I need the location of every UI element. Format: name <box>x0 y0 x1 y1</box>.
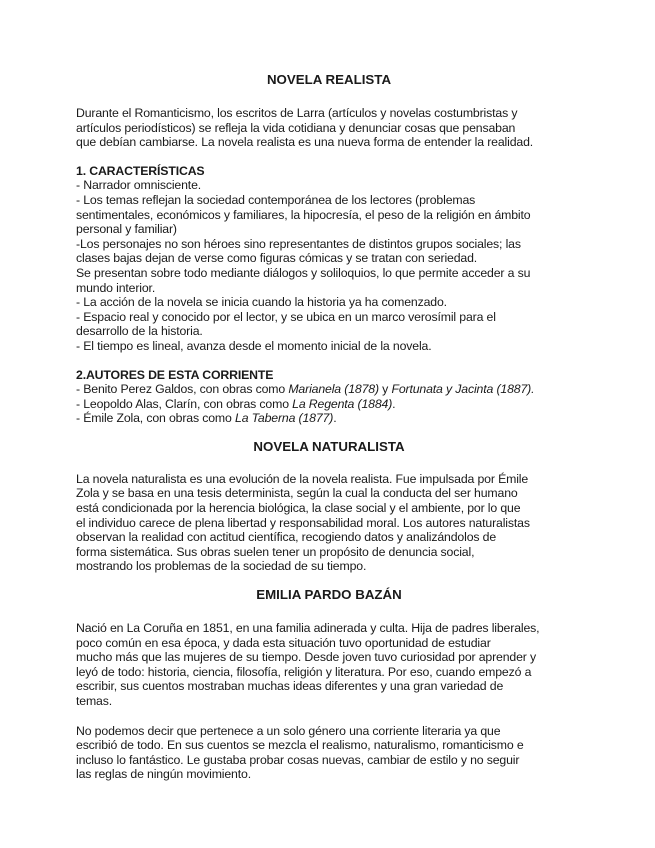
text-line: las reglas de ningún movimiento. <box>76 767 251 782</box>
work-title: Fortunata y Jacinta (1887). <box>391 382 535 397</box>
document-page <box>76 72 582 782</box>
list-item: - Narrador omnisciente. <box>76 178 202 193</box>
text-line: poco común en esa época, y dada esta situación tuvo oportunidad de estudiar <box>76 635 491 650</box>
text-line: personal y familiar) <box>76 222 177 237</box>
section-title-emilia-pardo-bazan: EMILIA PARDO BAZÁN <box>256 587 402 603</box>
text-line: escribir, sus cuentos mostraban muchas ideas diferentes y una gran variedad de <box>76 679 504 694</box>
bazan-paragraph-1 <box>76 621 582 709</box>
text-line: La novela naturalista es una evolución de la novela realista. Fue impulsada por Émile <box>76 471 529 486</box>
text-line: desarrollo de la historia. <box>76 324 203 339</box>
text-line: observan la realidad con actitud científica, recogiendo datos y analizándolos de <box>76 530 497 545</box>
characteristics-heading: 1. CARACTERÍSTICAS <box>76 163 205 178</box>
author-text: - Benito Perez Galdos, con obras como <box>76 382 289 397</box>
author-text: - Émile Zola, con obras como <box>76 411 235 426</box>
work-title: Marianela (1878) <box>288 382 379 397</box>
text-line: incluso lo fantástico. Le gustaba probar cosas nuevas, cambiar de estilo y no seguir <box>76 752 520 767</box>
intro-paragraph <box>76 106 582 150</box>
work-title: La Taberna (1877) <box>235 411 334 426</box>
text-line: Zola y se basa en una tesis determinista, según la cual la conducta del ser humano <box>76 486 518 501</box>
list-item: - La acción de la novela se inicia cuando la historia ya ha comenzado. <box>76 295 447 310</box>
author-text: y <box>378 382 392 397</box>
author-item-clarin <box>76 397 582 412</box>
text-line: mundo interior. <box>76 280 156 295</box>
text-line: que debían cambiarse. La novela realista es una nueva forma de entender la realidad. <box>76 135 534 150</box>
text-line: escribió de todo. En sus cuentos se mezcla el realismo, naturalismo, romanticismo e <box>76 738 524 753</box>
author-item-zola <box>76 411 582 426</box>
authors-section <box>76 368 582 426</box>
text-line: sentimentales, económicos y familiares, la hipocresía, el peso de la religión en ámbito <box>76 207 531 222</box>
list-item: -Los personajes no son héroes sino representantes de distintos grupos sociales; las <box>76 236 521 251</box>
section-title-novela-realista: NOVELA REALISTA <box>266 72 392 87</box>
list-item: - El tiempo es lineal, avanza desde el momento inicial de la novela. <box>76 338 432 353</box>
list-item: - Espacio real y conocido por el lector, y se ubica en un marco verosímil para el <box>76 309 496 324</box>
text-line: clases bajas dejan de verse como figuras cómicas y se tratan con seriedad. <box>76 251 478 266</box>
section-title-novela-naturalista: NOVELA NATURALISTA <box>253 438 405 454</box>
text-line: Nació en La Coruña en 1851, en una familia adinerada y culta. Hija de padres liberales, <box>76 621 540 636</box>
text-line: está condicionada por la herencia biológica, la clase social y el ambiente, por lo que <box>76 501 521 516</box>
work-title: La Regenta (1884) <box>292 396 393 411</box>
list-item: - Los temas reflejan la sociedad contemporánea de los lectores (problemas <box>76 192 476 207</box>
author-item-galdos <box>76 382 582 397</box>
author-text: . <box>333 411 337 426</box>
naturalista-paragraph <box>76 472 582 574</box>
author-text: - Leopoldo Alas, Clarín, con obras como <box>76 396 293 411</box>
text-line: el individuo carece de plena libertad y responsabilidad moral. Los autores naturalistas <box>76 515 530 530</box>
text-line: Durante el Romanticismo, los escritos de Larra (artículos y novelas costumbristas y <box>76 106 518 120</box>
text-line: forma sistemática. Sus obras suelen tener un propósito de denuncia social, <box>76 544 475 559</box>
text-line: mucho más que las mujeres de su tiempo. Desde joven tuvo curiosidad por aprender y <box>76 650 537 665</box>
author-text: . <box>392 396 396 411</box>
text-line: Se presentan sobre todo mediante diálogos y soliloquios, lo que permite acceder a su <box>76 265 531 280</box>
text-line: leyó de todo: historia, ciencia, filosofía, religión y literatura. Por eso, cuando empezó a <box>76 664 532 679</box>
text-line: temas. <box>76 694 113 708</box>
text-line: artículos periodísticos) se refleja la vida cotidiana y denunciar cosas que pensaban <box>76 120 516 135</box>
characteristics-section <box>76 164 582 354</box>
bazan-paragraph-2 <box>76 724 582 782</box>
text-line: No podemos decir que pertenece a un solo género una corriente literaria ya que <box>76 723 501 738</box>
text-line: mostrando los problemas de la sociedad de su tiempo. <box>76 559 367 574</box>
authors-heading: 2.AUTORES DE ESTA CORRIENTE <box>76 367 274 382</box>
